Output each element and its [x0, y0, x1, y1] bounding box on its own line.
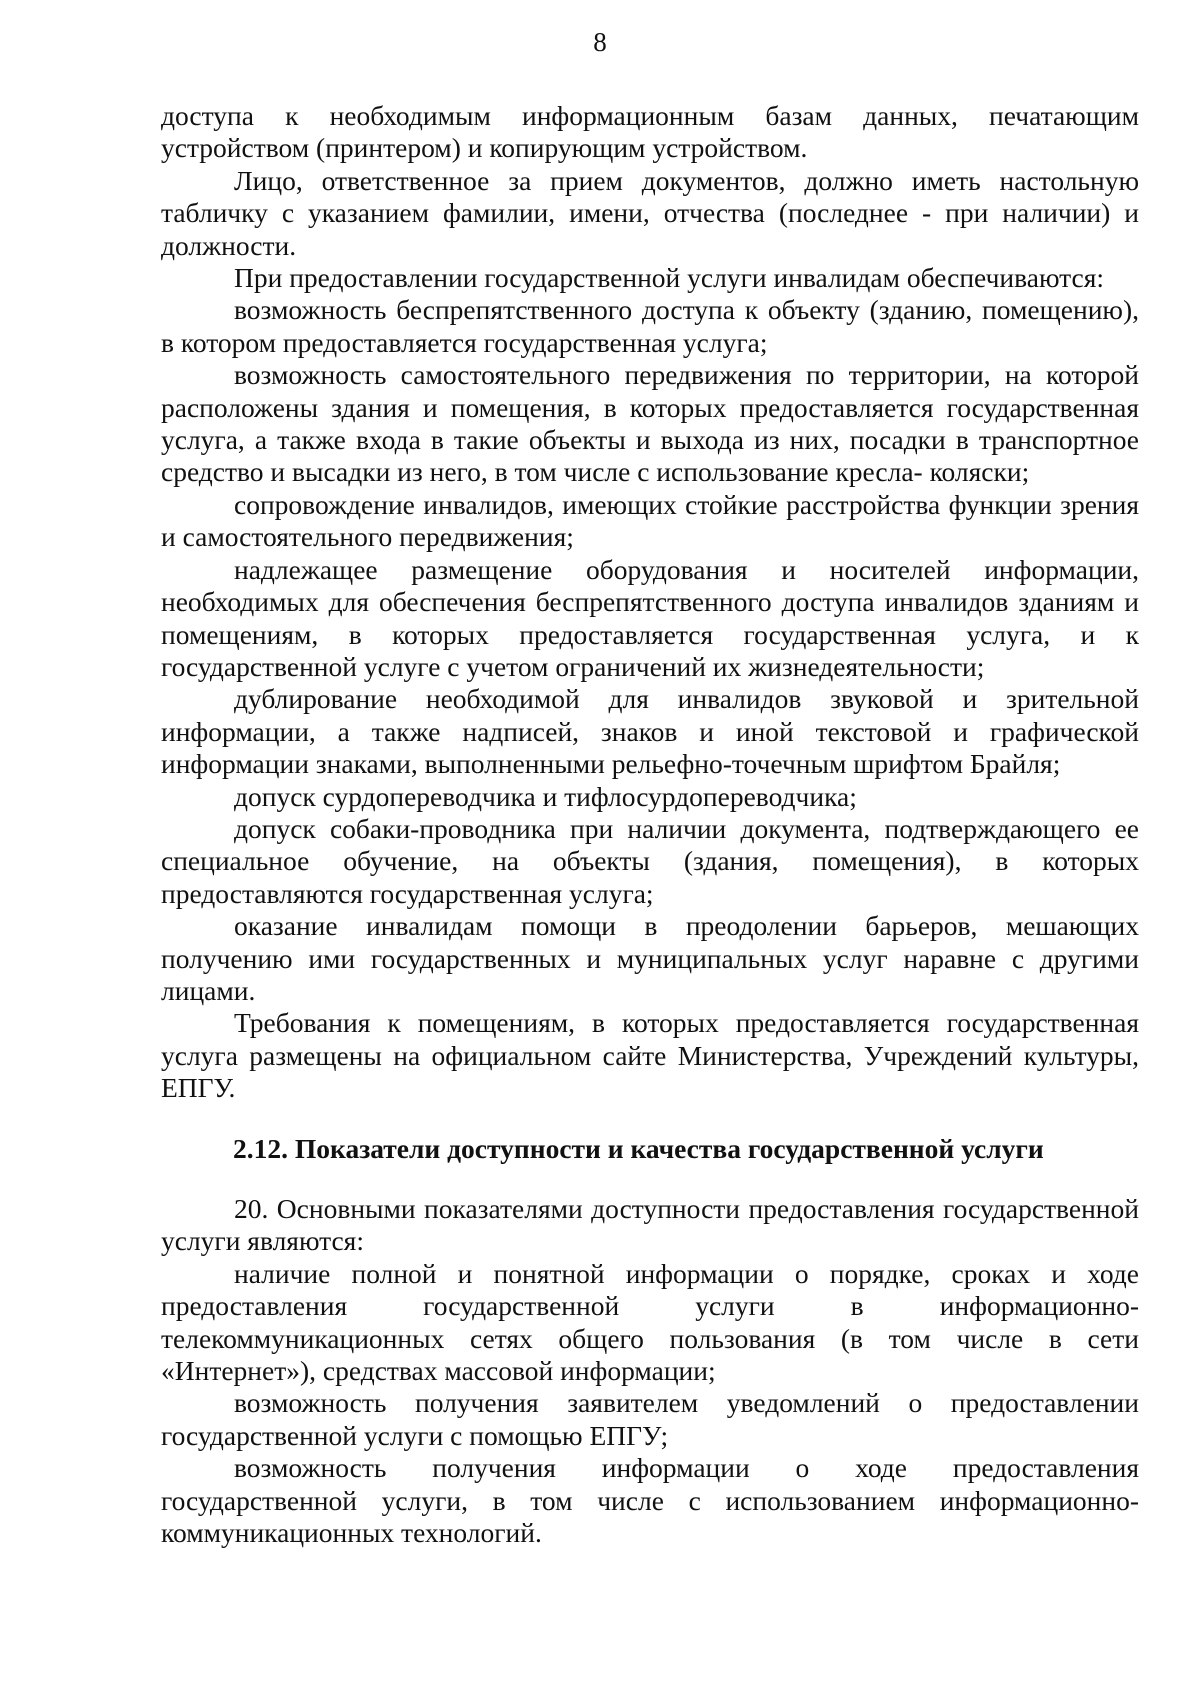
paragraph: При предоставлении государственной услуги инвалидам обеспечиваются:: [234, 262, 1104, 294]
paragraph: оказание инвалидам помощи в преодолении барьеров, мешающих получению ими государственных и муниципальных услуг наравне с другими лицами.: [161, 910, 1139, 1006]
paragraph: Требования к помещениям, в которых предоставляется государственная услуга размещены на официальном сайте Министерства, Учреждений культуры, ЕПГУ.: [161, 1007, 1139, 1104]
paragraph: возможность получения заявителем уведомлений о предоставлении государственной услуги с помощью ЕПГУ;: [161, 1387, 1139, 1451]
document-body: [161, 100, 1139, 1549]
paragraph: возможность получения информации о ходе предоставления государственной услуги, в том числе с использованием информационно-коммуникационных технологий.: [161, 1452, 1139, 1549]
paragraph: надлежащее размещение оборудования и носителей информации, необходимых для обеспечения беспрепятственного доступа инвалидов зданиям и помещениям, в которых предоставляется государственная услуга, и к государственной услуге с учетом ограничений их жизнедеятельности;: [161, 553, 1139, 682]
paragraph: возможность беспрепятственного доступа к объекту (зданию, помещению), в котором предоставляется государственная услуга;: [161, 294, 1139, 358]
paragraph: допуск сурдопереводчика и тифлосурдопереводчика;: [234, 780, 857, 812]
paragraph: дублирование необходимой для инвалидов звуковой и зрительной информации, а также надписей, знаков и иной текстовой и графической информации знаками, выполненными рельефно-точечным шрифтом Брайля;: [161, 683, 1139, 780]
paragraph: доступа к необходимым информационным базам данных, печатающим устройством (принтером) и копирующим устройством.: [161, 100, 1139, 164]
section-heading: 2.12. Показатели доступности и качества государственной услуги: [233, 1132, 1044, 1164]
paragraphs-after-heading: [161, 1193, 1139, 1549]
paragraph: возможность самостоятельного передвижения по территории, на которой расположены здания и помещения, в которых предоставляется государственная услуга, а также входа в такие объекты и выхода из них, посадки в транспортное средство и высадки из него, в том числе с использование кресла- коляски;: [161, 359, 1139, 488]
paragraphs-before-heading: [161, 100, 1139, 1105]
paragraph: наличие полной и понятной информации о порядке, сроках и ходе предоставления государственной услуги в информационно-телекоммуникационных сетях общего пользования (в том числе в сети «Интернет»), средствах массовой информации;: [161, 1257, 1139, 1387]
paragraph: Лицо, ответственное за прием документов, должно иметь настольную табличку с указанием фамилии, имени, отчества (последнее - при наличии) и должности.: [161, 164, 1139, 261]
paragraph: допуск собаки-проводника при наличии документа, подтверждающего ее специальное обучение, на объекты (здания, помещения), в которых предоставляются государственная услуга;: [161, 812, 1139, 909]
paragraph: 20. Основными показателями доступности предоставления государственной услуги являются:: [161, 1193, 1139, 1257]
paragraph: сопровождение инвалидов, имеющих стойкие расстройства функции зрения и самостоятельного передвижения;: [161, 488, 1139, 553]
page-number: 8: [593, 27, 607, 57]
